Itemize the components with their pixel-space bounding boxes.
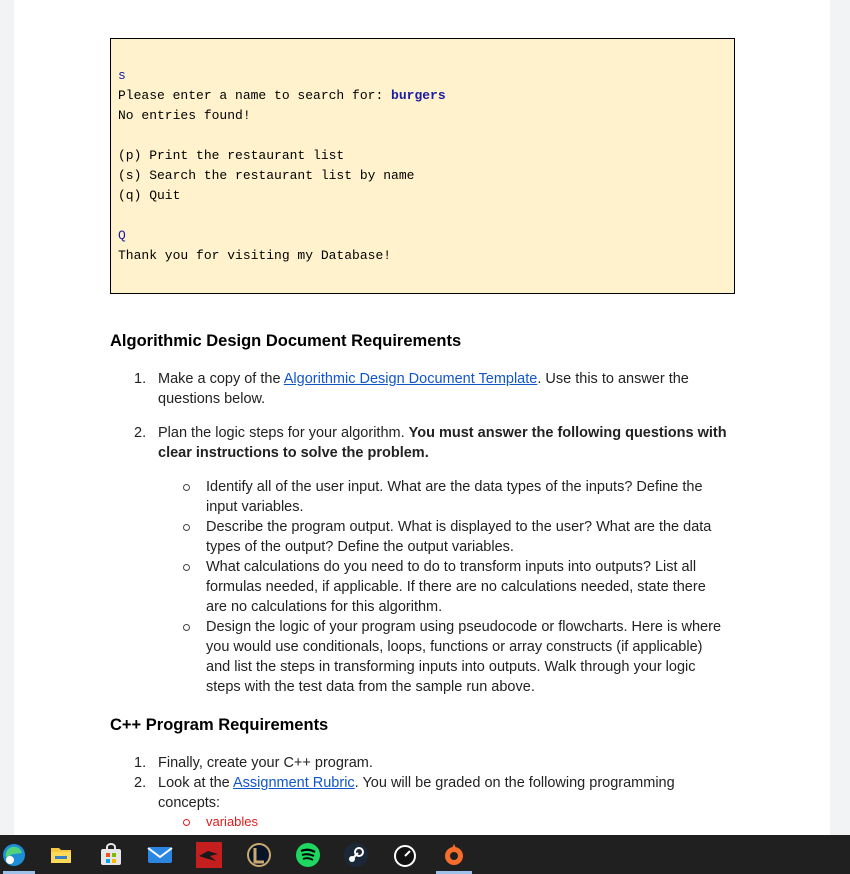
bullet-marker [183,484,190,491]
design-template-link[interactable]: Algorithmic Design Document Template [283,371,538,387]
code-menu-quit: (q) Quit [118,188,181,203]
bullet-item-calculations: What calculations do you need to do to transform inputs into outputs? List all formulas needed, if applicable. If there are no calculations needed, state there are no calculations for this algorithm. [206,559,706,615]
bullet-marker [183,524,190,531]
list-item-make-copy: Make a copy of the Algorithmic Design Document Template. Use this to answer the questions below. [158,371,689,407]
section-heading-algorithmic-design: Algorithmic Design Document Requirements [110,332,462,350]
bullet-item-program-output: Describe the program output. What is displayed to the user? What are the data types of the output? Define the output variables. [206,519,712,555]
taskbar [0,835,850,874]
speedometer-icon[interactable] [391,841,419,869]
code-line-input-q: Q [118,228,126,243]
bullet-item-variables: variables [206,814,259,829]
code-line-no-entries: No entries found! [118,108,251,123]
bullet-item-design-logic: Design the logic of your program using pseudocode or flowcharts. Here is where you would use conditionals, loops, functions or array constructs (if applicable) and list the steps in transforming inputs into outputs. Walk through your logic steps with the test data from the sample run above. [206,619,722,695]
code-user-input-burgers: burgers [391,88,446,103]
assignment-rubric-link[interactable]: Assignment Rubric [232,775,355,791]
origin-icon[interactable] [440,841,468,869]
code-line-search-prompt: Please enter a name to search for: burgers [118,88,446,103]
edge-icon[interactable] [0,841,28,869]
file-explorer-icon[interactable] [47,841,75,869]
microsoft-store-icon[interactable] [97,841,125,869]
list-number-2: 2. [134,425,147,441]
spotify-icon[interactable] [294,841,322,869]
code-line-thanks: Thank you for visiting my Database! [118,248,392,263]
section-heading-cpp-program: C++ Program Requirements [110,716,329,734]
list-number-2: 2. [134,775,147,791]
list-item-create-program: Finally, create your C++ program. [158,755,373,771]
list-number-1: 1. [134,371,147,387]
steam-icon[interactable] [342,841,370,869]
game-app-icon[interactable] [195,841,223,869]
mail-icon[interactable] [146,841,174,869]
document-page [14,0,830,835]
list-item-rubric: Look at the Assignment Rubric. You will be graded on the following programming concepts: [158,775,675,811]
code-menu-search: (s) Search the restaurant list by name [118,168,415,183]
list-item-plan-logic: Plan the logic steps for your algorithm. You must answer the following questions with clear instructions to solve the problem. [158,425,727,461]
bullet-marker [183,624,190,631]
bullet-item-user-input: Identify all of the user input. What are the data types of the inputs? Define the input variables. [206,479,703,515]
bullet-marker [183,564,190,571]
sample-run-code-block [110,38,735,294]
code-menu-print: (p) Print the restaurant list [118,148,345,163]
list-number-1: 1. [134,755,147,771]
league-of-legends-icon[interactable] [245,841,273,869]
code-line-input-s: s [118,68,126,83]
bullet-marker [183,819,190,826]
